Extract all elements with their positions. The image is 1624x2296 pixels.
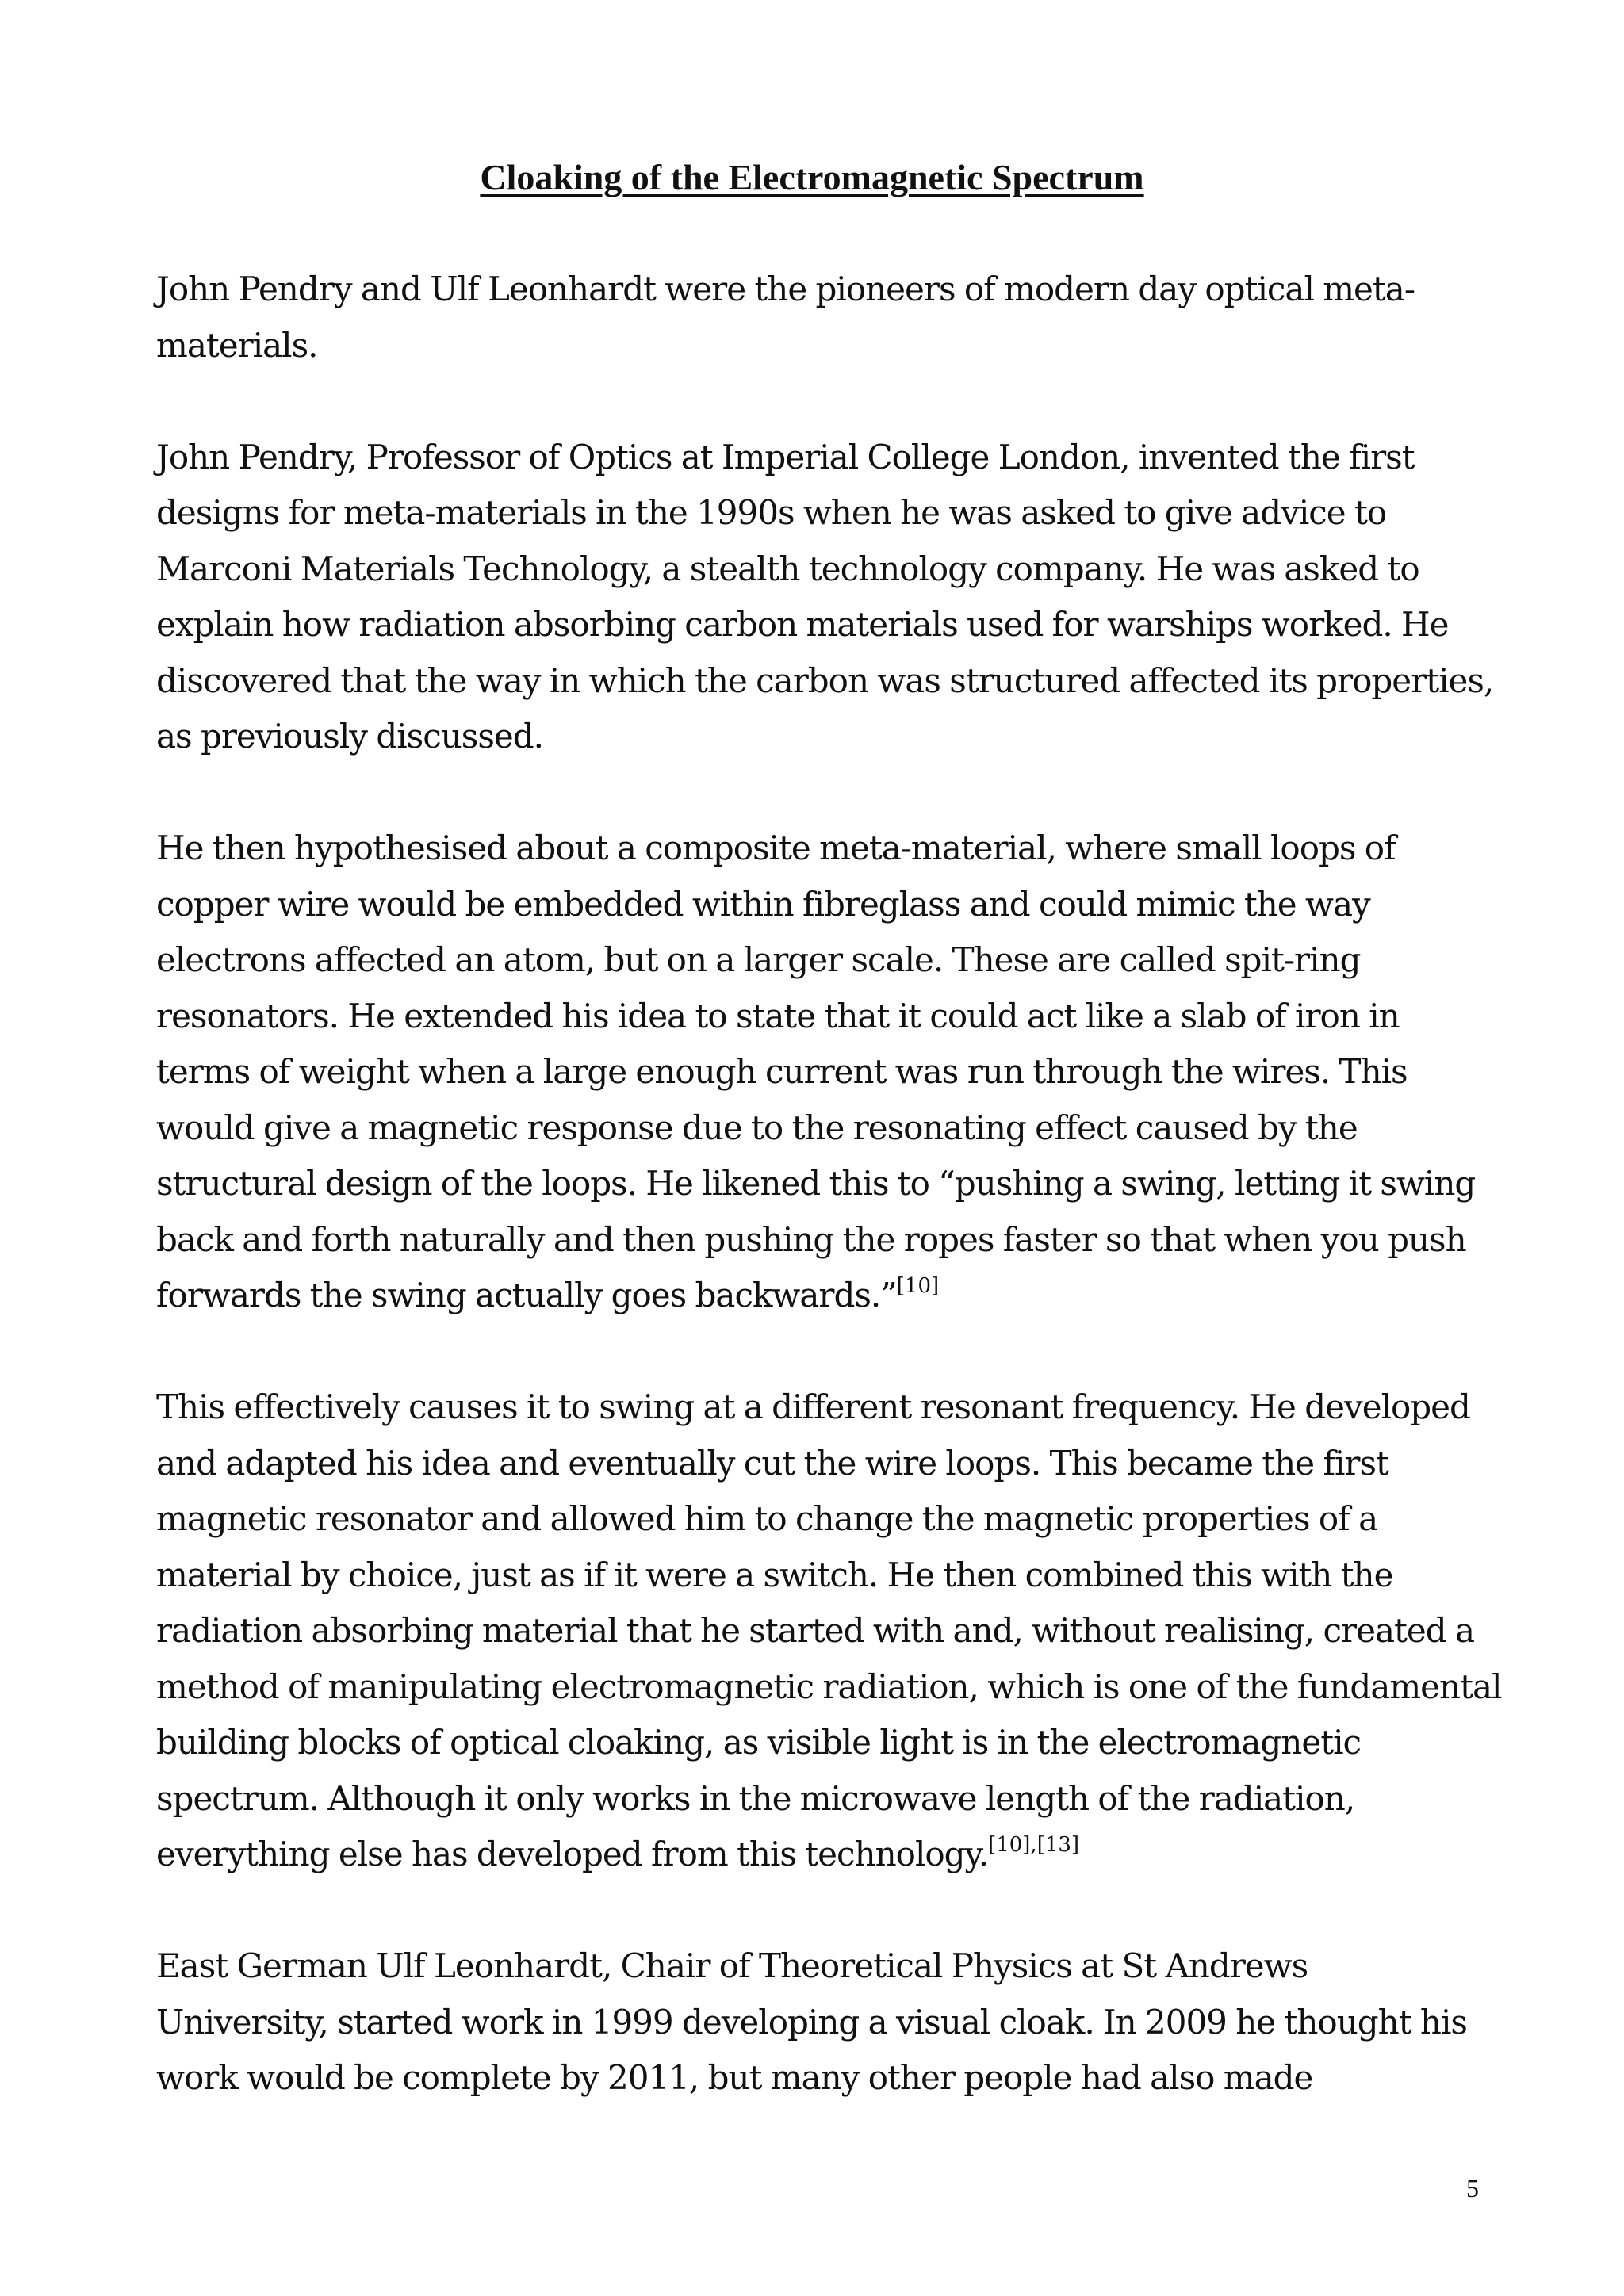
text-line: structural design of the loops. He likened this to “pushing a swing, letting it swing — [156, 1164, 1476, 1203]
paragraph-1 — [156, 262, 1488, 373]
text-line: material by choice, just as if it were a switch. He then combined this with the — [156, 1555, 1393, 1594]
text-line: radiation absorbing material that he started with and, without realising, created a — [156, 1611, 1475, 1650]
paragraph-5 — [156, 1938, 1488, 2107]
text-line: method of manipulating electromagnetic radiation, which is one of the fundamental — [156, 1667, 1502, 1706]
text-line: materials. — [156, 325, 318, 365]
text-line — [156, 1268, 1488, 1324]
text-line: would give a magnetic response due to the resonating effect caused by the — [156, 1108, 1358, 1147]
text-line: John Pendry and Ulf Leonhardt were the pioneers of modern day optical meta- — [156, 270, 1415, 308]
paragraph-4 — [156, 1380, 1502, 1883]
text-line-content: forwards the swing actually goes backwards.” — [156, 1276, 897, 1314]
text-line — [156, 1827, 1488, 1883]
text-line: Marconi Materials Technology, a stealth technology company. He was asked to — [156, 549, 1419, 588]
text-line: back and forth naturally and then pushing the ropes faster so that when you push — [156, 1219, 1466, 1259]
text-line: This effectively causes it to swing at a different resonant frequency. He developed — [156, 1387, 1470, 1426]
text-line: copper wire would be embedded within fibreglass and could mimic the way — [156, 884, 1370, 924]
paragraph-2 — [156, 430, 1494, 765]
text-line: East German Ulf Leonhardt, Chair of Theoretical Physics at St Andrews — [156, 1946, 1308, 1985]
text-line: work would be complete by 2011, but many other people had also made — [156, 2058, 1313, 2097]
text-line: building blocks of optical cloaking, as visible light is in the electromagnetic — [156, 1723, 1362, 1762]
text-line: discovered that the way in which the carbon was structured affected its properties, — [156, 660, 1494, 700]
citation-superscript: [10] — [896, 1274, 940, 1298]
text-line: He then hypothesised about a composite meta-material, where small loops of — [156, 828, 1396, 867]
text-line: magnetic resonator and allowed him to change the magnetic properties of a — [156, 1499, 1378, 1538]
text-line: as previously discussed. — [156, 717, 543, 756]
document-body — [156, 262, 1502, 2162]
text-line: University, started work in 1999 developing a visual cloak. In 2009 he thought his — [156, 2002, 1467, 2042]
paragraph-3 — [156, 821, 1488, 1324]
page-title: Cloaking of the Electromagnetic Spectrum — [480, 157, 1144, 197]
text-line: and adapted his idea and eventually cut the wire loops. This became the first — [156, 1443, 1388, 1483]
page-number: 5 — [1466, 2174, 1479, 2202]
text-line: resonators. He extended his idea to state that it could act like a slab of iron in — [156, 996, 1400, 1035]
text-line: John Pendry, Professor of Optics at Imperial College London, invented the first — [156, 437, 1415, 476]
citation-superscript: [10],[13] — [988, 1833, 1080, 1857]
text-line: electrons affected an atom, but on a larger scale. These are called spit-ring — [156, 940, 1361, 979]
text-line: spectrum. Although it only works in the microwave length of the radiation, — [156, 1778, 1355, 1818]
text-line: terms of weight when a large enough current was run through the wires. This — [156, 1052, 1408, 1091]
text-line: explain how radiation absorbing carbon materials used for warships worked. He — [156, 605, 1449, 644]
text-line-content: everything else has developed from this technology. — [156, 1835, 989, 1873]
text-line: designs for meta-materials in the 1990s when he was asked to give advice to — [156, 493, 1387, 532]
